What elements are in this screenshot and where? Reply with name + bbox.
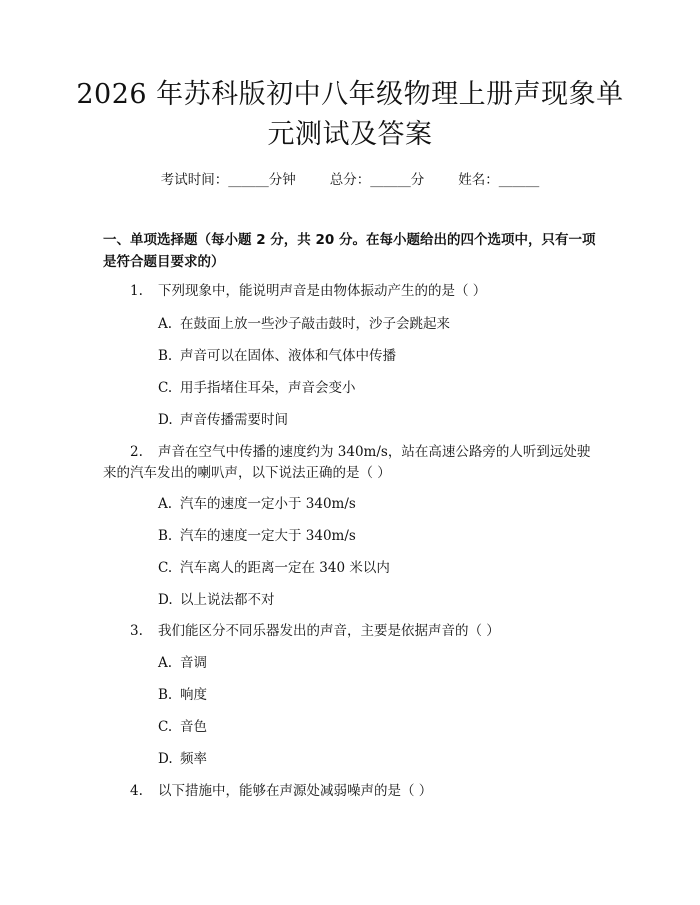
- exam-title-line-2: 元测试及答案: [267, 119, 433, 150]
- question-2-continuation: 来的汽车发出的喇叭声，以下说法正确的是（ ）: [103, 465, 391, 481]
- option-letter: C.: [158, 380, 173, 396]
- question-1-option-d: [158, 410, 288, 430]
- option-text: 在鼓面上放一些沙子敲击鼓时，沙子会跳起来: [180, 316, 450, 332]
- option-text: 以上说法都不对: [180, 592, 275, 608]
- option-letter: B.: [158, 348, 173, 364]
- question-number: 1.: [130, 283, 143, 299]
- option-letter: C.: [158, 560, 173, 576]
- question-text: 以下措施中，能够在声源处减弱噪声的是（ ）: [158, 783, 433, 799]
- question-1-option-b: [158, 346, 396, 366]
- exam-title-line-1: 2026 年苏科版初中八年级物理上册声现象单: [76, 79, 624, 110]
- option-text: 汽车的速度一定大于 340m/s: [180, 528, 356, 544]
- question-4: [130, 781, 432, 801]
- option-letter: D.: [158, 751, 173, 767]
- option-text: 响度: [180, 687, 207, 703]
- question-text: 下列现象中，能说明声音是由物体振动产生的的是（ ）: [158, 283, 487, 299]
- question-number: 4.: [130, 783, 143, 799]
- question-2-option-d: [158, 590, 275, 610]
- option-text: 汽车的速度一定小于 340m/s: [180, 496, 356, 512]
- option-text: 音色: [180, 719, 207, 735]
- option-text: 音调: [180, 655, 207, 671]
- question-number: 3.: [130, 623, 143, 639]
- question-1-option-c: [158, 378, 356, 398]
- total-score-field: 总分：______分: [329, 172, 425, 188]
- question-1: [130, 281, 486, 301]
- option-text: 声音可以在固体、液体和气体中传播: [180, 348, 396, 364]
- option-text: 用手指堵住耳朵，声音会变小: [180, 380, 356, 396]
- option-letter: B.: [158, 528, 173, 544]
- question-3: [130, 621, 500, 641]
- question-3-option-d: [158, 749, 207, 769]
- option-letter: B.: [158, 687, 173, 703]
- option-letter: A.: [158, 316, 173, 332]
- option-letter: D.: [158, 592, 173, 608]
- question-2-option-c: [158, 558, 390, 578]
- question-text: 声音在空气中传播的速度约为 340m/s，站在高速公路旁的人听到远处驶: [158, 444, 591, 460]
- exam-meta-row: [0, 168, 700, 188]
- question-2-option-b: [158, 526, 356, 546]
- question-3-option-b: [158, 685, 207, 705]
- question-3-option-c: [158, 717, 207, 737]
- question-text: 我们能区分不同乐器发出的声音，主要是依据声音的（ ）: [158, 623, 500, 639]
- exam-time-field: 考试时间：______分钟: [160, 172, 296, 188]
- question-2: [130, 442, 590, 462]
- option-text: 声音传播需要时间: [180, 412, 288, 428]
- option-text: 频率: [180, 751, 207, 767]
- student-name-field: 姓名：______: [458, 172, 540, 188]
- question-2-option-a: [158, 494, 356, 514]
- section-heading-line-2: 是符合题目要求的）: [103, 254, 225, 270]
- question-3-option-a: [158, 653, 207, 673]
- question-1-option-a: [158, 314, 450, 334]
- option-text: 汽车离人的距离一定在 340 米以内: [180, 560, 390, 576]
- option-letter: A.: [158, 655, 173, 671]
- section-heading-line-1: 一、单项选择题（每小题 2 分，共 20 分。在每小题给出的四个选项中，只有一项: [103, 232, 596, 248]
- question-number: 2.: [130, 444, 143, 460]
- option-letter: C.: [158, 719, 173, 735]
- option-letter: A.: [158, 496, 173, 512]
- option-letter: D.: [158, 412, 173, 428]
